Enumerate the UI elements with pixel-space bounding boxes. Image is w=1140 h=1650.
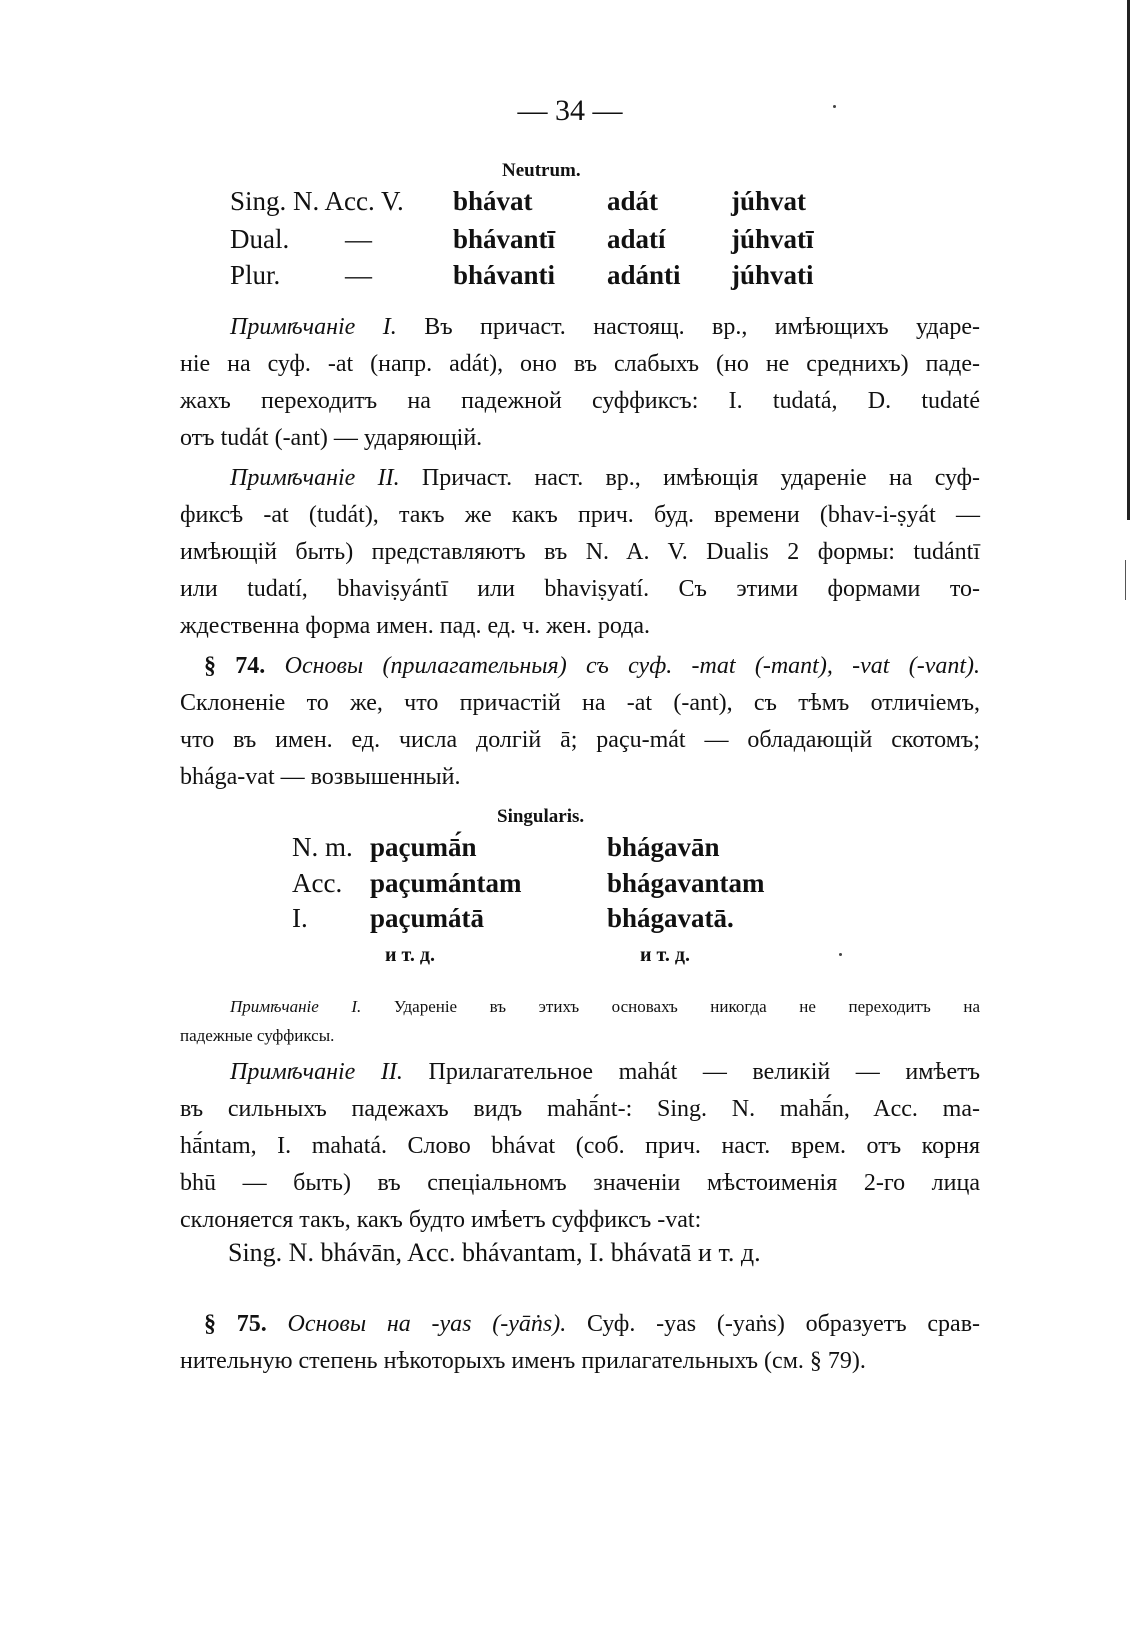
note-text: падежные суффиксы. (180, 1026, 335, 1045)
note-label: Примѣчанiе II. (230, 1059, 403, 1085)
row-label: Plur. (230, 260, 281, 290)
section-number: § 75. (204, 1311, 267, 1337)
neutrum-heading: Neutrum. (502, 160, 581, 181)
note-text: hā́ntam, I. mahatá. Слово bhávat (соб. прич. наст. врем. отъ корня (180, 1133, 980, 1159)
singularis-heading: Singularis. (497, 806, 585, 827)
etc-left: и т. д. (385, 944, 435, 966)
note-text: жахъ переходитъ на падежной суффиксъ: I. tudatá, D. tudaté (180, 388, 980, 414)
cell-pacumata: paçumátā (370, 903, 484, 933)
note-text: склоняется такъ, какъ будто имѣетъ суффиксъ -vat: (180, 1207, 702, 1233)
etc-right: и т. д. (640, 944, 690, 966)
speck (839, 953, 842, 956)
cell-juhvati-plur: júhvati (731, 260, 814, 290)
note-text: фиксѣ -at (tudát), такъ же какъ прич. буд. времени (bhav-i-ṣyát — (180, 502, 980, 528)
note-text: Ударенiе въ этихъ основахъ никогда не переходитъ на (393, 997, 981, 1016)
note-text: нiе на суф. -at (напр. adát), оно въ слабыхъ (но не среднихъ) паде- (180, 351, 980, 377)
row-label: N. m. (292, 832, 353, 862)
cell-juhvat: júhvat (731, 186, 807, 216)
note-text: ждественна форма имен. пад. ед. ч. жен. рода. (180, 613, 651, 639)
section-text: нительную степень нѣкоторыхъ именъ прилагательныхъ (см. § 79). (180, 1348, 866, 1374)
cell-adat: adát (607, 186, 659, 216)
section-text: Суф. -yas (-yaṅs) образуетъ срав- (586, 1311, 981, 1337)
note-label: Примѣчанiе I. (230, 314, 397, 340)
section-title: Основы (прилагательныя) съ суф. -mat (-mant), -vat (-vant). (284, 653, 981, 679)
cell-bhagavantam: bhágavantam (607, 868, 765, 898)
section-title: Основы на -yas (-yāṅs). (287, 1311, 567, 1337)
cell-bhagavata: bhágavatā. (607, 903, 734, 933)
scan-edge-line (1127, 0, 1130, 520)
note-label: Примѣчанiе II. (230, 465, 400, 491)
page-number: — 34 — (517, 94, 623, 127)
note-text: Причаст. наст. вр., имѣющiя ударенiе на суф- (421, 465, 981, 491)
cell-bhavanti-plur: bhávanti (453, 260, 556, 290)
section-number: § 74. (204, 653, 266, 679)
note-1 (180, 309, 980, 457)
cell-bhavat: bhávat (453, 186, 533, 216)
note-text: отъ tudát (-ant) — ударяющiй. (180, 425, 483, 451)
row-dash: — (345, 224, 372, 254)
note-3 (180, 992, 980, 1050)
note-text: bhū — быть) въ спецiальномъ значенiи мѣстоименiя 2-го лица (180, 1170, 980, 1196)
note-text: Въ причаст. настоящ. вр., имѣющихъ ударе- (424, 314, 981, 340)
note-text: имѣющiй быть) представляютъ въ N. A. V. Dualis 2 формы: tudántī (180, 539, 980, 565)
note-2 (180, 460, 980, 645)
scan-edge-mark (1125, 560, 1126, 600)
row-label: Acc. (292, 868, 343, 898)
cell-juhvati-dual: júhvatī (731, 224, 814, 254)
cell-pacumantam: paçumántam (370, 868, 522, 898)
speck (833, 105, 836, 108)
note-text: или tudatí, bhaviṣyántī или bhaviṣyatí. Съ этими формами то- (180, 576, 980, 602)
row-label: Sing. N. Acc. V. (230, 186, 404, 216)
cell-bhavanti-dual: bhávantī (453, 224, 556, 254)
cell-adati: adatí (607, 224, 666, 254)
row-label: I. (292, 903, 308, 933)
note-text: въ сильныхъ падежахъ видъ mahā́nt-: Sing. N. mahā́n, Acc. ma- (180, 1096, 980, 1122)
section-74 (180, 648, 980, 796)
section-text: bhága-vat — возвышенный. (180, 764, 461, 790)
cell-adanti: adánti (607, 260, 681, 290)
cell-pacuman: paçumā́n (370, 832, 477, 862)
section-75 (180, 1306, 980, 1380)
section-text: что въ имен. ед. числа долгiй ā; paçu-mát — обладающiй скотомъ; (180, 727, 980, 753)
section-text: Склоненiе то же, что причастiй на -at (-ant), съ тѣмъ отличiемъ, (180, 690, 980, 716)
row-label: Dual. (230, 224, 290, 254)
note-text: Прилагательное mahát — великiй — имѣетъ (428, 1059, 980, 1085)
note-4 (180, 1054, 980, 1239)
row-dash: — (345, 260, 372, 290)
cell-bhagavan: bhágavān (607, 832, 720, 862)
example-line: Sing. N. bhávān, Acc. bhávantam, I. bhávatā и т. д. (228, 1238, 761, 1267)
note-label: Примѣчанiе I. (230, 997, 362, 1016)
